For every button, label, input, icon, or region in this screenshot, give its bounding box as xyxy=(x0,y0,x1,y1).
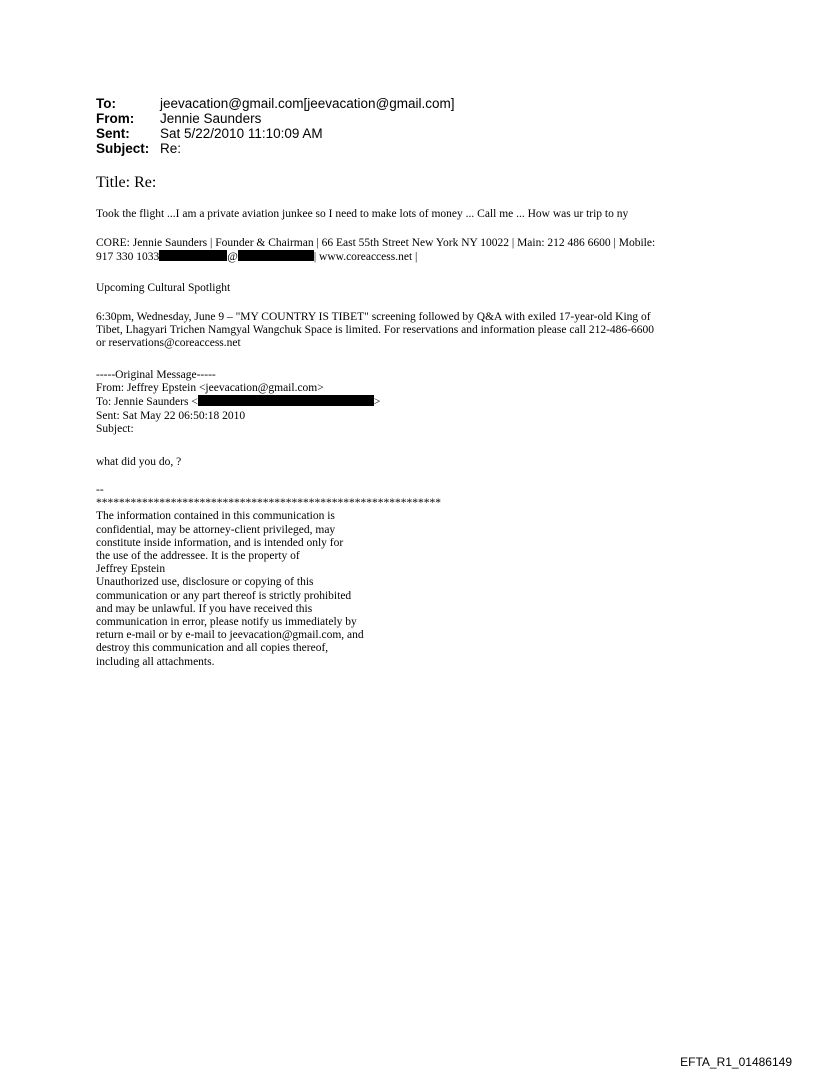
signature-line-2 xyxy=(96,250,736,264)
disclaimer-line: The information contained in this communication is xyxy=(96,510,335,523)
document-id: EFTA_R1_01486149 xyxy=(680,1055,792,1069)
email-title: Title: Re: xyxy=(96,174,157,191)
disclaimer-block xyxy=(96,484,736,669)
star-divider: ************************************************************ xyxy=(96,497,441,510)
event-details xyxy=(96,311,736,351)
mobile-number: 917 330 1033 xyxy=(96,251,160,264)
original-subject: Subject: xyxy=(96,422,134,435)
disclaimer-line: return e-mail or by e-mail to jeevacation@gmail.com, and xyxy=(96,629,364,642)
disclaimer-line: communication or any part thereof is strictly prohibited xyxy=(96,589,352,602)
header-to-row xyxy=(96,96,455,111)
message-body: Took the flight ...I am a private aviation junkee so I need to make lots of money ... Call me ... How was ur trip to ny xyxy=(96,208,629,220)
event-line-1: 6:30pm, Wednesday, June 9 – "MY COUNTRY IS TIBET" screening followed by Q&A with exiled 17-year-old King of xyxy=(96,311,651,323)
disclaimer-line: confidential, may be attorney-client privileged, may xyxy=(96,523,336,536)
email-at-sign: @ xyxy=(227,251,238,264)
disclaimer-line: communication in error, please notify us immediately by xyxy=(96,616,357,629)
redaction-bar xyxy=(198,395,374,406)
event-line-2: Tibet, Lhagyari Trichen Namgyal Wangchuk Space is limited. For reservations and information please call 212-486-6600 xyxy=(96,324,654,337)
website-text: | www.coreaccess.net | xyxy=(313,251,418,264)
original-to-prefix: To: Jennie Saunders < xyxy=(96,396,198,409)
disclaimer-line: destroy this communication and all copies thereof, xyxy=(96,642,329,655)
signature-dashes: -- xyxy=(96,484,104,496)
original-from: From: Jeffrey Epstein <jeevacation@gmail.com> xyxy=(96,382,324,395)
header-sent-row xyxy=(96,126,455,141)
header-subject-row xyxy=(96,141,455,156)
header-from-row xyxy=(96,111,455,126)
disclaimer-line: the use of the addressee. It is the property of xyxy=(96,550,300,563)
event-line-3: or reservations@coreaccess.net xyxy=(96,337,241,350)
to-value: jeevacation@gmail.com[jeevacation@gmail.com] xyxy=(160,96,455,111)
email-header xyxy=(96,96,455,156)
original-to xyxy=(96,395,736,409)
subject-value: Re: xyxy=(160,141,182,156)
sent-value: Sat 5/22/2010 11:10:09 AM xyxy=(160,126,323,141)
spotlight-heading: Upcoming Cultural Spotlight xyxy=(96,282,231,294)
signature-block xyxy=(96,237,736,264)
sent-label: Sent: xyxy=(96,126,130,141)
disclaimer-line: Unauthorized use, disclosure or copying of this xyxy=(96,576,314,589)
signature-line-1: CORE: Jennie Saunders | Founder & Chairman | 66 East 55th Street New York NY 10022 | Main: 212 486 6600 | Mobile: xyxy=(96,237,656,249)
disclaimer-line: constitute inside information, and is intended only for xyxy=(96,536,344,549)
to-label: To: xyxy=(96,96,116,111)
from-value: Jennie Saunders xyxy=(160,111,262,126)
original-to-suffix: > xyxy=(373,396,381,409)
original-message xyxy=(96,369,736,436)
disclaimer-line: including all attachments. xyxy=(96,655,215,668)
original-message-body: what did you do, ? xyxy=(96,456,182,468)
redaction-bar xyxy=(238,250,314,261)
redaction-bar xyxy=(159,250,227,261)
original-sent: Sent: Sat May 22 06:50:18 2010 xyxy=(96,409,246,422)
original-divider: -----Original Message----- xyxy=(96,369,216,381)
from-label: From: xyxy=(96,111,135,126)
disclaimer-line: Jeffrey Epstein xyxy=(96,563,166,576)
subject-label: Subject: xyxy=(96,141,150,156)
disclaimer-line: and may be unlawful. If you have received this xyxy=(96,602,313,615)
